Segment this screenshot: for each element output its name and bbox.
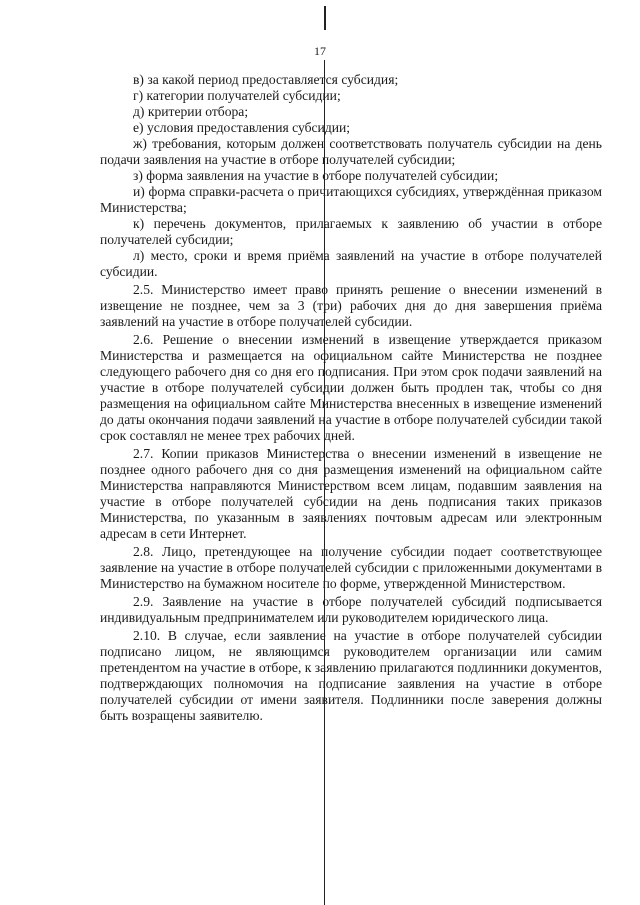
list-item: к) перечень документов, прилагаемых к заявлению об участии в отборе получателей субсидии;: [100, 216, 602, 247]
clause-paragraph: 2.9. Заявление на участие в отборе получателей субсидий подписывается индивидуальным предпринимателем или руководителем юридического лица.: [100, 594, 602, 625]
clause-paragraph: 2.8. Лицо, претендующее на получение субсидии подает соответствующее заявление на участие в отборе получателей субсидии с приложенными документами в Министерство на бумажном носителе по форме, утвержденной Министерством.: [100, 544, 602, 591]
clause-paragraph: 2.10. В случае, если заявление на участие в отборе получателей субсидии подписано лицом, не являющимся руководителем организации или самим претендентом на участие в отборе, к заявлению прилагаются подлинники документов, подтверждающих полномочия на подписание заявления на участие в отборе получателей субсидии от имени заявителя. Подлинники после заверения должны быть возращены заявителю.: [100, 628, 602, 723]
clause-paragraph: 2.7. Копии приказов Министерства о внесении изменений в извещение не позднее одного рабочего дня со дня размещения изменений на официальном сайте Министерства направляются Министерством всем лицам, подавшим заявления на участие в отборе получателей субсидии на день подписания таких приказов Министерства, по указанным в заявлениях почтовым адресам или электронным адресам в сети Интернет.: [100, 446, 602, 541]
list-item: г) категории получателей субсидии;: [133, 88, 341, 103]
page-number: 17: [314, 44, 326, 58]
list-item: ж) требования, которым должен соответствовать получатель субсидии на день подачи заявления на участие в отборе получателей субсидии;: [100, 136, 602, 167]
list-item: и) форма справки-расчета о причитающихся субсидиях, утверждённая приказом Министерства;: [100, 184, 602, 215]
document-body: [100, 72, 602, 724]
list-item: е) условия предоставления субсидии;: [133, 120, 351, 135]
clause-paragraph: 2.6. Решение о внесении изменений в извещение утверждается приказом Министерства и размещается на официальном сайте Министерства не позднее следующего рабочего дня со дня его подписания. При этом срок подачи заявлений на участие в отборе получателей субсидии должен быть продлен так, чтобы со дня размещения на официальном сайте Министерства внесенных в извещение изменений до даты окончания подачи заявлений на участие в отборе получателей субсидии такой срок составлял не менее трех рабочих дней.: [100, 332, 602, 443]
list-item: з) форма заявления на участие в отборе получателей субсидии;: [133, 168, 499, 183]
list-item: в) за какой период предоставляется субсидия;: [133, 72, 399, 87]
list-item: д) критерии отбора;: [133, 104, 249, 119]
list-item: л) место, сроки и время приёма заявлений на участие в отборе получателей субсидии.: [100, 248, 602, 279]
clause-paragraph: 2.5. Министерство имеет право принять решение о внесении изменений в извещение не позднее, чем за 3 (три) рабочих дня до дня завершения приёма заявлений на участие в отборе получателей субсидии.: [100, 282, 602, 329]
scan-artifact-line: [324, 6, 326, 30]
